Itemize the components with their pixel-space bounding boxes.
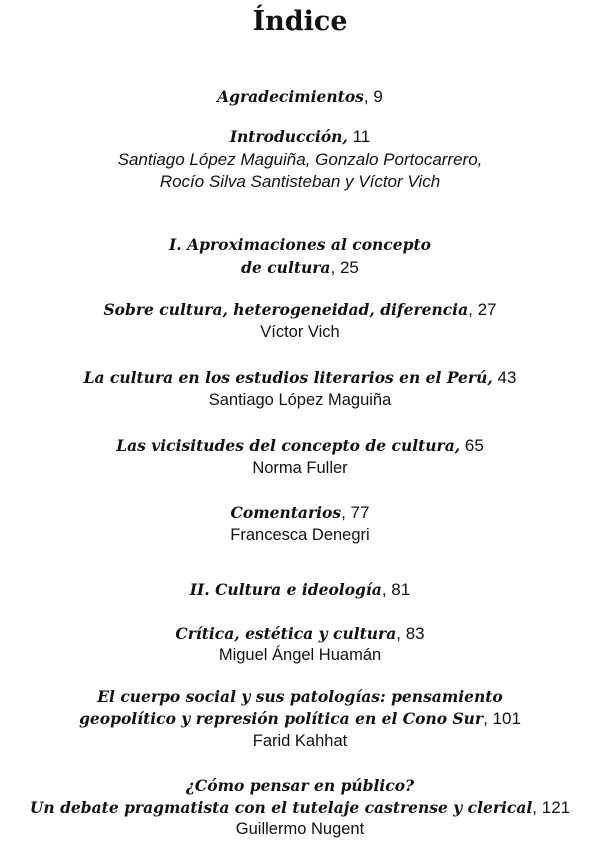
entry-author: Miguel Ángel Huamán bbox=[218, 646, 382, 664]
toc-entry[interactable] bbox=[0, 435, 600, 457]
section-heading-1: I. Aproximaciones al concepto bbox=[169, 235, 431, 254]
toc-entry[interactable] bbox=[0, 367, 600, 389]
entry-title: La cultura en los estudios literarios en el Perú, bbox=[83, 368, 493, 387]
toc-entry-title-line: ¿Cómo pensar en público? bbox=[185, 776, 415, 795]
entry-title: Sobre cultura, heterogeneidad, diferencia bbox=[103, 300, 469, 319]
entry-author: Norma Fuller bbox=[252, 459, 348, 477]
entry-author: Santiago López Maguiña bbox=[208, 391, 392, 409]
entry-title: geopolítico y represión política en el Cono Sur bbox=[79, 709, 484, 728]
entry-title: Comentarios bbox=[230, 503, 342, 522]
entry-title: Agradecimientos bbox=[217, 87, 364, 106]
entry-page: 77 bbox=[350, 503, 370, 522]
entry-page: 25 bbox=[339, 258, 359, 277]
page-title: Índice bbox=[252, 6, 348, 37]
toc-entry[interactable]: geopolítico y represión política en el Cono Sur, 101 bbox=[79, 709, 521, 728]
entry-page: 43 bbox=[497, 368, 517, 387]
entry-page: 9 bbox=[373, 87, 383, 106]
entry-title: Un debate pragmatista con el tutelaje castrense y clerical bbox=[29, 798, 533, 817]
entry-title: Las vicisitudes del concepto de cultura, bbox=[116, 436, 461, 455]
entry-page: 27 bbox=[477, 300, 497, 319]
toc-entry-introduccion[interactable] bbox=[0, 126, 600, 148]
entry-title: Introducción, bbox=[229, 127, 348, 146]
toc-entry[interactable]: Crítica, estética y cultura, 83 bbox=[175, 624, 425, 643]
entry-author: Guillermo Nugent bbox=[235, 820, 365, 838]
entry-page: 81 bbox=[391, 580, 411, 599]
toc-entry[interactable]: Un debate pragmatista con el tutelaje castrense y clerical, 121 bbox=[29, 798, 571, 817]
toc-entry[interactable]: Comentarios, 77 bbox=[230, 503, 370, 522]
entry-author: Farid Kahhat bbox=[252, 732, 348, 750]
entry-authors: Rocío Silva Santisteban y Víctor Vich bbox=[159, 172, 441, 191]
entry-title: Crítica, estética y cultura bbox=[175, 624, 397, 643]
entry-page: 83 bbox=[405, 624, 425, 643]
entry-page: 101 bbox=[492, 709, 521, 728]
toc-entry-agradecimientos[interactable]: Agradecimientos, 9 bbox=[217, 87, 383, 106]
entry-title: II. Cultura e ideología bbox=[189, 580, 382, 599]
entry-page: 121 bbox=[541, 798, 571, 817]
entry-author: Víctor Vich bbox=[260, 323, 340, 341]
entry-authors: Santiago López Maguiña, Gonzalo Portocarrero, bbox=[117, 150, 483, 169]
entry-page: 65 bbox=[464, 436, 484, 455]
section-heading-1-cont[interactable]: de cultura, 25 bbox=[241, 258, 359, 277]
entry-page: 11 bbox=[352, 127, 371, 146]
toc-entry[interactable]: Sobre cultura, heterogeneidad, diferencia, 27 bbox=[103, 300, 497, 319]
section-heading-2[interactable]: II. Cultura e ideología, 81 bbox=[189, 580, 411, 599]
entry-title: de cultura bbox=[241, 258, 331, 277]
entry-author: Francesca Denegri bbox=[230, 526, 370, 544]
toc-entry-title-line: El cuerpo social y sus patologías: pensamiento bbox=[97, 687, 503, 706]
